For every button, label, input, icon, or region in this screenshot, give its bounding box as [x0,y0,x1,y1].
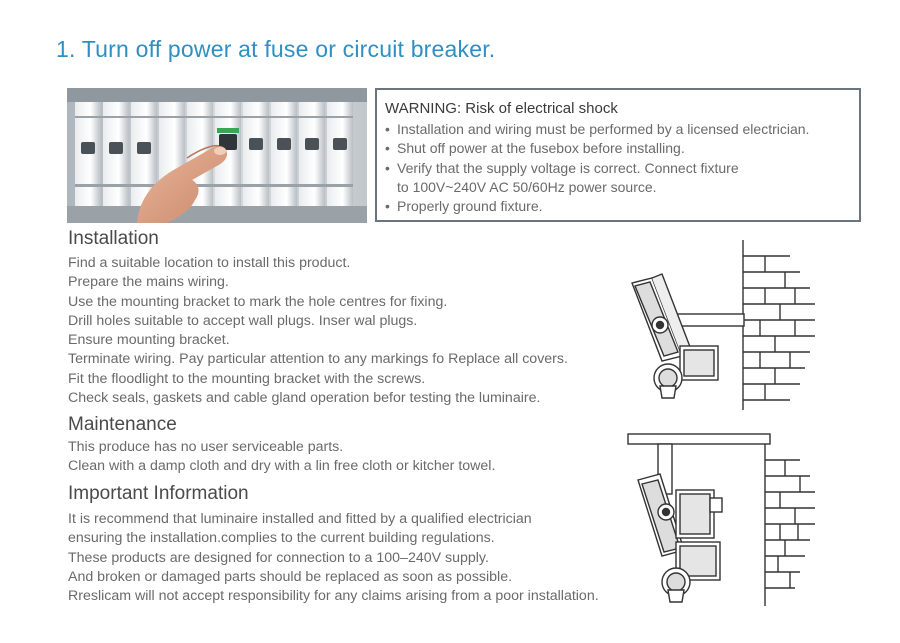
maintenance-lines [68,438,495,477]
important-line: And broken or damaged parts should be replaced as soon as possible. [68,568,513,585]
installation-steps [68,254,568,408]
important-line: Rreslicam will not accept responsibility for any claims arising from a poor installation. [68,588,599,605]
installation-line: Drill holes suitable to accept wall plugs. Inser wal plugs. [68,312,418,329]
important-line: It is recommend that luminaire installed and fitted by a qualified electrician [68,511,532,527]
important-line: ensuring the installation.complies to the current building regulations. [68,530,495,547]
maintenance-line: This produce has no user serviceable parts. [68,439,344,455]
installation-line: Ensure mounting bracket. [68,332,230,349]
maintenance-heading: Maintenance [68,414,177,435]
warning-item: • Verify that the supply voltage is correct. Connect fixture to 100V~240V AC 50/60Hz power source. [385,159,849,198]
circuit-breaker-photo [67,88,367,223]
installation-line: Terminate wiring. Pay particular attention to any markings fo Replace all covers. [68,351,568,368]
important-lines [68,510,599,606]
installation-line: Check seals, gaskets and cable gland operation befor testing the luminaire. [68,390,541,407]
installation-line: Fit the floodlight to the mounting bracket with the screws. [68,370,426,387]
warning-item: • Properly ground fixture. [385,197,849,216]
important-heading: Important Information [68,483,249,504]
warning-title: WARNING: Risk of electrical shock [385,100,618,117]
maintenance-line: Clean with a damp cloth and dry with a lin free cloth or kitcher towel. [68,458,496,475]
installation-line: Find a suitable location to install this product. [68,255,351,271]
installation-line: Prepare the mains wiring. [68,274,229,291]
installation-heading: Installation [68,228,159,249]
installation-line: Use the mounting bracket to mark the hole centres for fixing. [68,293,448,310]
warning-item: • Shut off power at the fusebox before installing. [385,139,849,158]
warning-item: • Installation and wiring must be performed by a licensed electrician. [385,120,849,139]
ceiling-mount-diagram [620,430,820,610]
important-line: These products are designed for connection to a 100–240V supply. [68,549,489,566]
wall-mount-diagram [620,238,820,413]
step-title: 1. Turn off power at fuse or circuit breaker. [56,36,496,62]
warning-list [385,120,849,216]
warning-box [375,88,861,222]
